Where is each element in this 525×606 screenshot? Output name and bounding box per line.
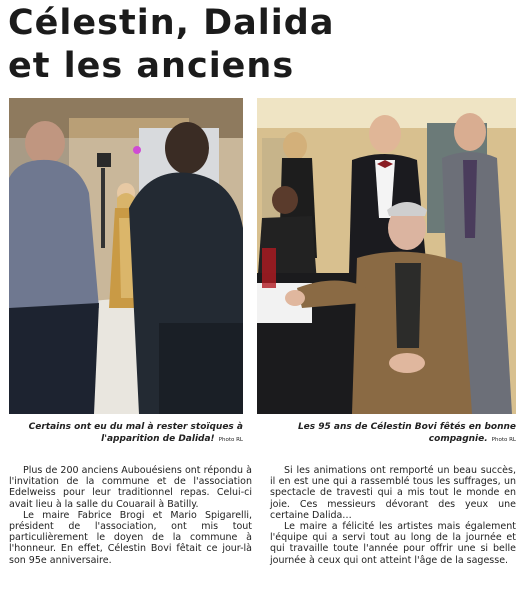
photo-credit: Photo RL [218, 436, 243, 443]
photo-caption-right [257, 422, 516, 446]
photo-celestin-bovi [257, 98, 516, 414]
body-paragraph: Le maire a félicité les artistes mais également l'équipe qui a servi tout au long de la journée et qui travaille toute l'année pour offrir une si belle journée à ceux qui ont atteint l'âge de la sagesse. [270, 521, 516, 566]
article-column-right [270, 465, 516, 566]
photo-credit: Photo RL [491, 436, 516, 443]
body-paragraph: Le maire Fabrice Brogi et Mario Spigarelli, président de l'association, ont mis tout particulièrement le doyen de la commune à l'honneur. En effet, Célestin Bovi fêtait ce jour-là son 95e anniversaire. [9, 509, 252, 566]
caption-text: Certains ont eu du mal à rester stoïques à l'apparition de Dalida! [28, 422, 243, 444]
article-headline [8, 2, 518, 88]
caption-text: Les 95 ans de Célestin Bovi fêtés en bonne compagnie. [297, 422, 516, 444]
photo-dalida-performance [9, 98, 243, 414]
headline-line-2: et les anciens [8, 46, 295, 86]
article-column-left [9, 465, 252, 566]
body-paragraph: Si les animations ont remporté un beau succès, il en est une qui a rassemblé tous les suffrages, un spectacle de travesti qui a mis tout le monde en joie. Ces messieurs dévorant des yeux une certaine Dalida… [270, 465, 516, 521]
headline-line-1: Célestin, Dalida [8, 3, 335, 43]
body-paragraph: Plus de 200 anciens Aubouésiens ont répondu à l'invitation de la commune et de l'association Edelweiss pour leur traditionnel repas. Celui-ci avait lieu à la salle du Couarail à Batilly. [9, 465, 252, 510]
photo-caption-left [9, 422, 243, 446]
